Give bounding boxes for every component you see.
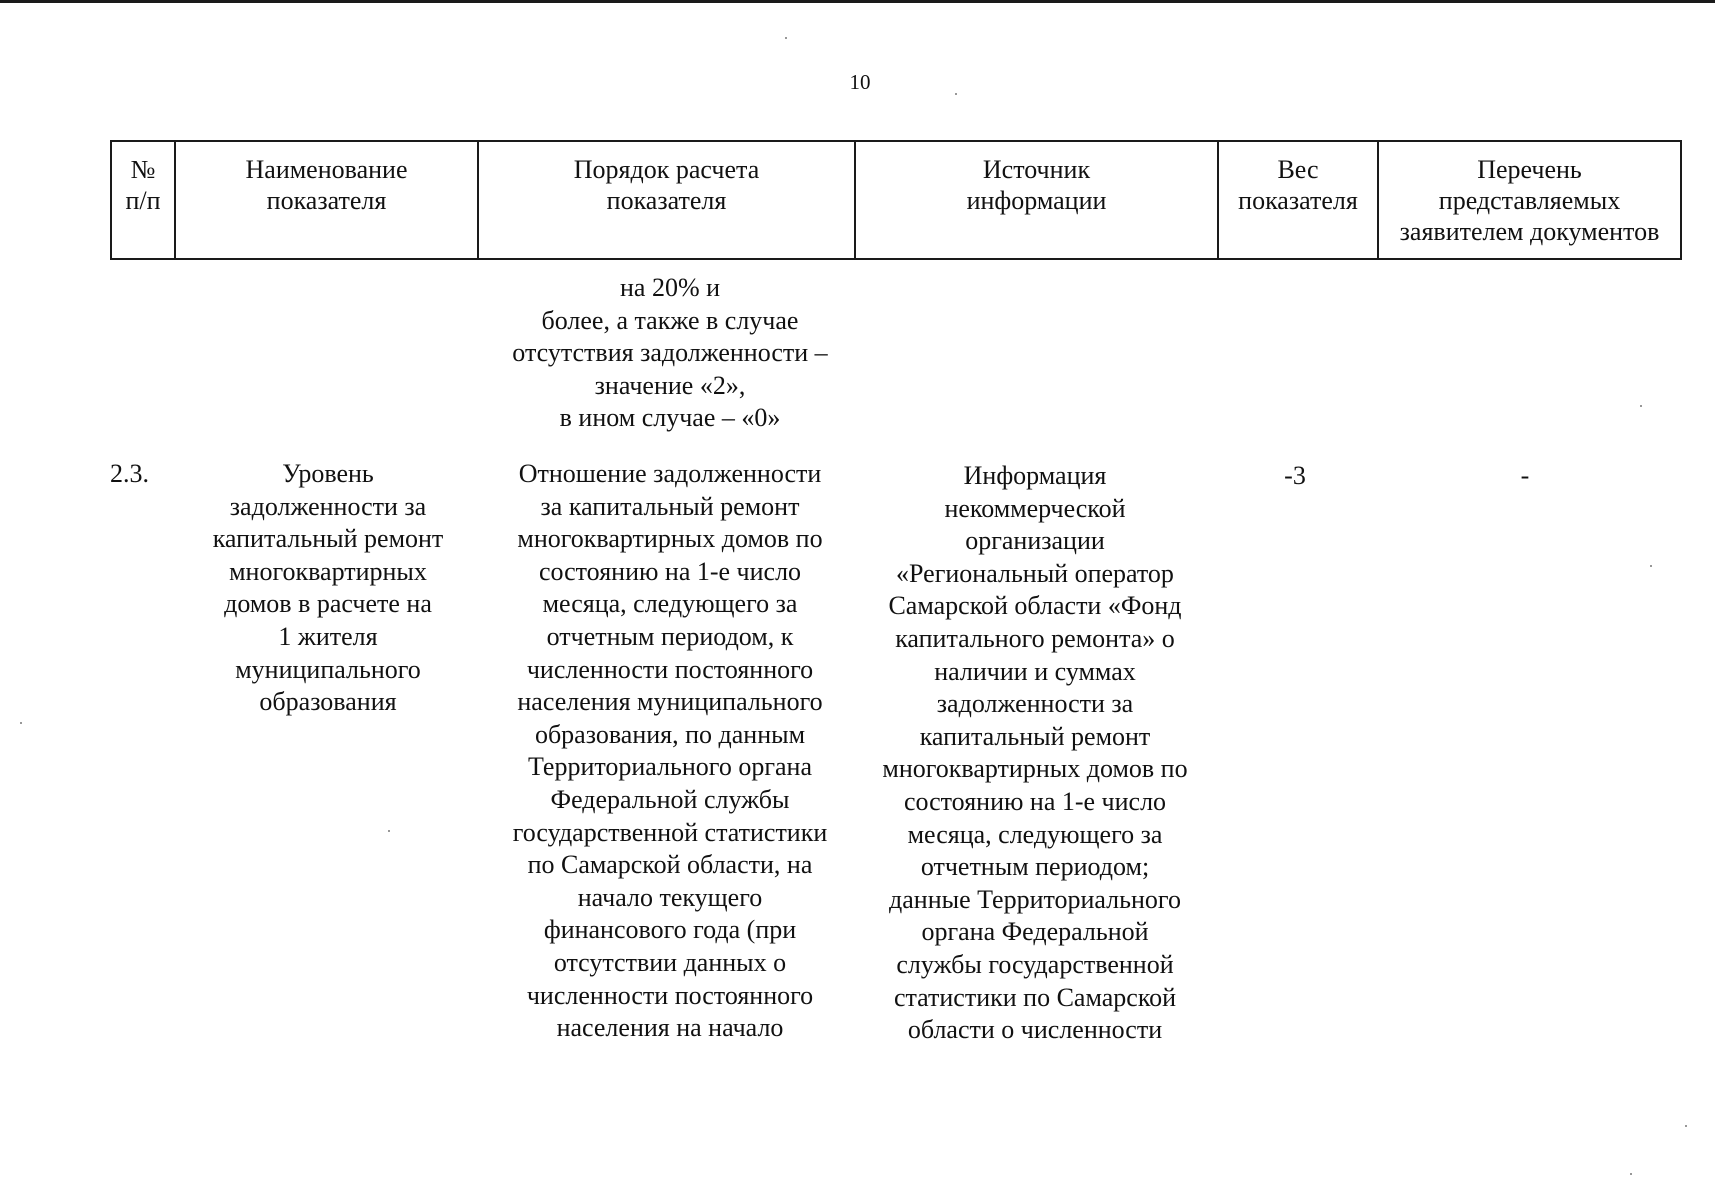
table-header-row [111, 141, 1681, 259]
scan-speck [1685, 1125, 1687, 1127]
scan-speck [955, 93, 957, 95]
scan-speck [785, 37, 787, 39]
scan-edge-top [0, 0, 1715, 3]
header-number: № п/п [111, 141, 175, 259]
continuation-calculation: на 20% и более, а также в случае отсутствия задолженности – значение «2», в ином случае – «0» [512, 273, 828, 433]
scan-speck [388, 830, 390, 832]
row-documents-list: - [1520, 461, 1530, 490]
table-header [110, 140, 1682, 260]
row-calculation-method: Отношение задолженности за капитальный ремонт многоквартирных домов по состоянию на 1-е число месяца, следующего за отчетным периодом, к численности постоянного населения муниципального образования, по данным Территориального органа Федеральной службы государственной статистики по Самарской области, на начало текущего финансового года (при отсутствии данных о численности постоянного населения на начало [512, 459, 828, 1043]
scan-speck [1650, 565, 1652, 567]
header-documents-list: Перечень представляемых заявителем документов [1378, 141, 1681, 259]
row-number: 2.3. [110, 459, 149, 488]
page-number: 10 [849, 70, 871, 94]
row-information-source: Информация некоммерческой организации «Региональный оператор Самарской области «Фонд капитального ремонта» о наличии и суммах задолженности за капитальный ремонт многоквартирных домов по состоянию на 1-е число месяца, следующего за отчетным периодом; данные Территориального органа Федеральной службы государственной статистики по Самарской области о численности [882, 461, 1188, 1045]
header-information-source: Источник информации [855, 141, 1218, 259]
row-indicator-weight: -3 [1284, 461, 1306, 490]
scan-speck [20, 722, 22, 724]
row-indicator-name: Уровень задолженности за капитальный ремонт многоквартирных домов в расчете на 1 жителя муниципального образования [212, 459, 444, 717]
scan-speck [1630, 1173, 1632, 1175]
header-calculation-method: Порядок расчета показателя [478, 141, 855, 259]
header-indicator-name: Наименование показателя [175, 141, 478, 259]
header-indicator-weight: Вес показателя [1218, 141, 1378, 259]
scan-speck [1640, 405, 1642, 407]
